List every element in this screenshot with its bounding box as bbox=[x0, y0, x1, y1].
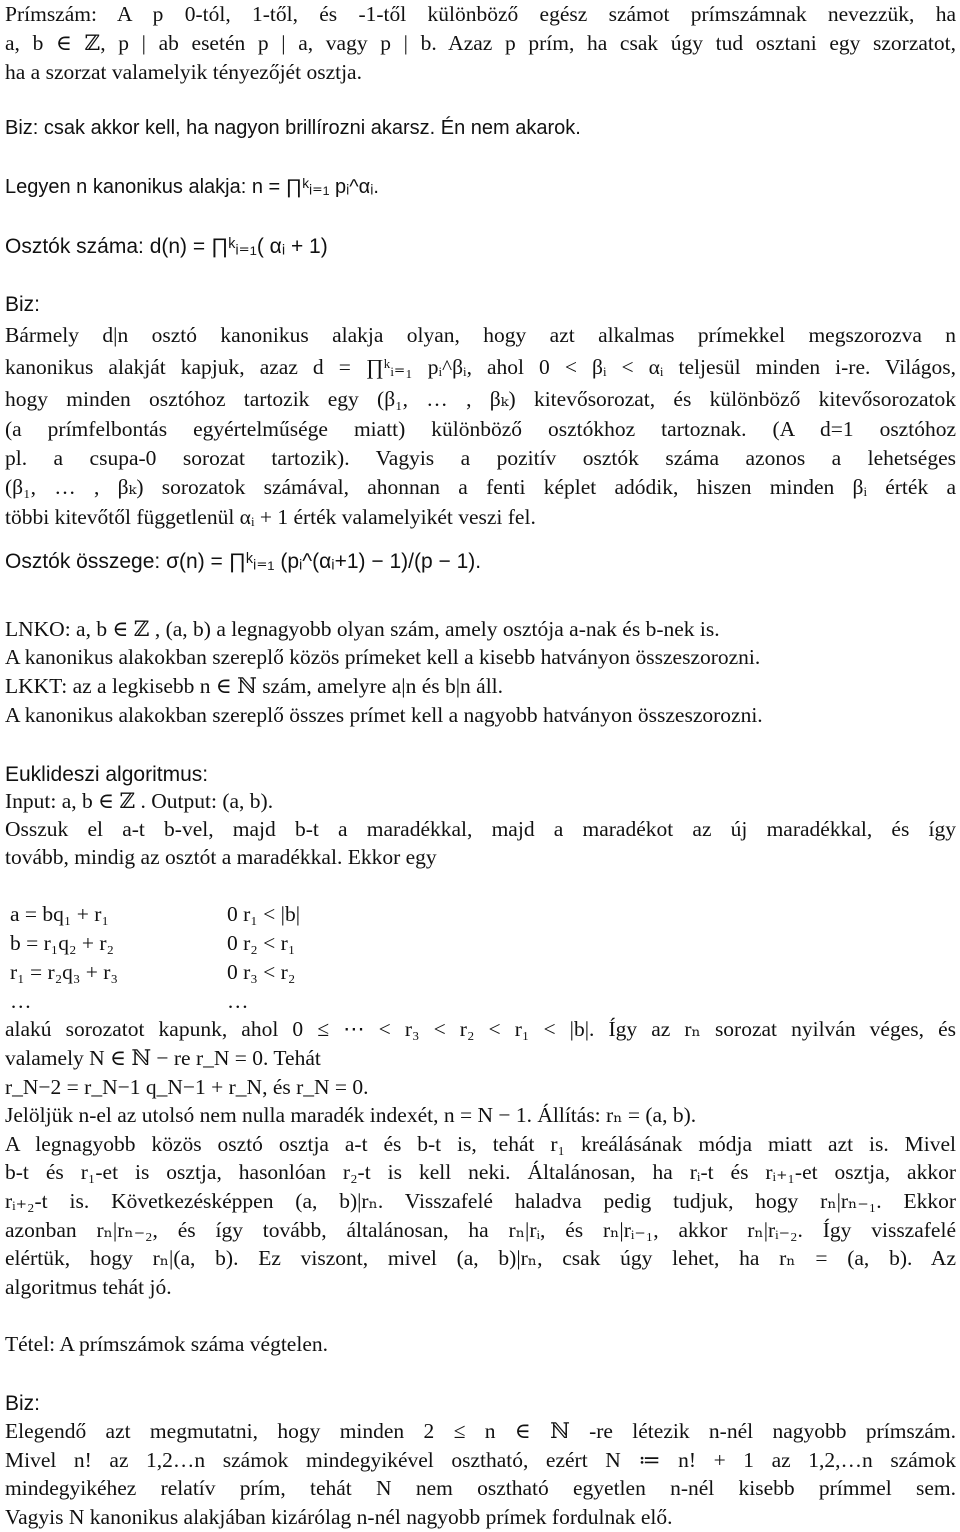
inequality: 0 r₂ < r₁ bbox=[227, 931, 296, 955]
text-line: Elegendő azt megmutatni, hogy minden 2 ≤ n ∈ ℕ -re létezik n-nél nagyobb prímszám. bbox=[5, 1419, 956, 1443]
text-line: Prímszám: A p 0-tól, 1-től, és -1-től különböző egész számot prímszámnak nevezzük, ha bbox=[5, 2, 956, 26]
text-line: a, b ∈ ℤ, p | ab esetén p | a, vagy p | b. Azaz p prím, ha csak úgy tud osztani egy szorzatot, bbox=[5, 31, 956, 55]
equation: … bbox=[10, 989, 32, 1013]
text-line: b-t és r₁-et is osztja, hasonlóan r₂-t is kell neki. Általánosan, ha rᵢ-t és rᵢ₊₁-et osztja, akkor bbox=[5, 1160, 956, 1184]
text-line: elértük, hogy rₙ|(a, b). Ez viszont, mivel (a, b)|rₙ, csak úgy lehet, ha rₙ = (a, b). Az bbox=[5, 1246, 956, 1270]
divisor-count-formula: Osztók száma: d(n) = ∏ᵏᵢ₌₁( αᵢ + 1) bbox=[5, 235, 328, 258]
theorem: Tétel: A prímszámok száma végtelen. bbox=[5, 1332, 328, 1356]
text-line: Osszuk el a-t b-vel, majd b-t a maradékkal, majd a maradékot az új maradékkal, és így bbox=[5, 817, 956, 841]
proof-heading: Biz: bbox=[5, 293, 41, 316]
text-line: A legnagyobb közös osztó osztja a-t és b-t is, tehát r₁ kreálásának módja miatt azt is. Mivel bbox=[5, 1132, 956, 1156]
text-line: (a prímfelbontás egyértelműsége miatt) különböző osztókhoz tartoznak. (A d=1 osztóhoz bbox=[5, 417, 956, 441]
text-line: valamely N ∈ ℕ − re r_N = 0. Tehát bbox=[5, 1046, 321, 1070]
text-line: tovább, mindig az osztót a maradékkal. Ekkor egy bbox=[5, 845, 437, 869]
text-line: Bármely d|n osztó kanonikus alakja olyan, hogy azt alkalmas prímekkel megszorozva n bbox=[5, 323, 956, 347]
equation: a = bq₁ + r₁ bbox=[10, 902, 109, 926]
inequality: 0 r₃ < r₂ bbox=[227, 960, 296, 984]
text-line: pl. a csupa-0 sorozat tartozik). Vagyis a pozitív osztók száma azonos a lehetséges bbox=[5, 446, 956, 470]
equation: r₁ = r₂q₃ + r₃ bbox=[10, 960, 118, 984]
text-line: A kanonikus alakokban szereplő közös prímeket kell a kisebb hatványon összeszorozni. bbox=[5, 645, 761, 669]
euclid-heading: Euklideszi algoritmus: bbox=[5, 763, 209, 786]
lcm-definition: LKKT: az a legkisebb n ∈ ℕ szám, amelyre a|n és b|n áll. bbox=[5, 674, 504, 698]
text-line: kanonikus alakját kapjuk, azaz d = ∏ᵏᵢ₌₁ pᵢ^βᵢ, ahol 0 < βᵢ < αᵢ teljesül minden i-re. Világos, bbox=[5, 355, 956, 379]
proof-note: Biz: csak akkor kell, ha nagyon brillírozni akarsz. Én nem akarok. bbox=[5, 117, 581, 139]
gcd-definition: LNKO: a, b ∈ ℤ , (a, b) a legnagyobb olyan szám, amely osztója a-nak és b-nek is. bbox=[5, 617, 720, 641]
text-line: Mivel n! az 1,2…n számok mindegyikével osztható, ezért N ≔ n! + 1 az 1,2,…n számok bbox=[5, 1448, 956, 1472]
equation: b = r₁q₂ + r₂ bbox=[10, 931, 115, 955]
text-line: hogy minden osztóhoz tartozik egy (β₁, … , βₖ) kitevősorozat, és különböző kitevősorozatok bbox=[5, 387, 956, 411]
text-line: (β₁, … , βₖ) sorozatok számával, ahonnan a fenti képlet adódik, hiszen minden βᵢ érték a bbox=[5, 475, 956, 499]
text-line: r_N−2 = r_N−1 q_N−1 + r_N, és r_N = 0. bbox=[5, 1075, 369, 1099]
text-line: ha a szorzat valamelyik tényezőjét osztja. bbox=[5, 60, 362, 84]
text-line: Vagyis N kanonikus alakjában kizárólag n-nél nagyobb prímek fordulnak elő. bbox=[5, 1505, 673, 1529]
inequality: … bbox=[227, 989, 249, 1013]
canonical-form: Legyen n kanonikus alakja: n = ∏ᵏᵢ₌₁ pᵢ^αᵢ. bbox=[5, 176, 379, 198]
text-line: A kanonikus alakokban szereplő összes prímet kell a nagyobb hatványon összeszorozni. bbox=[5, 703, 763, 727]
text-line: algoritmus tehát jó. bbox=[5, 1275, 172, 1299]
text-line: mindegyikéhez relatív prím, tehát N nem osztható egyetlen n-nél kisebb prímmel sem. bbox=[5, 1476, 956, 1500]
proof-heading: Biz: bbox=[5, 1392, 41, 1415]
divisor-sum-formula: Osztók összege: σ(n) = ∏ᵏᵢ₌₁ (pᵢ^(αᵢ+1) − 1)/(p − 1). bbox=[5, 550, 482, 573]
inequality: 0 r₁ < |b| bbox=[227, 902, 301, 926]
text-line: rᵢ₊₂-t is. Következésképpen (a, b)|rₙ. Visszafelé haladva pedig tudjuk, hogy rₙ|rₙ₋₁. Ekkor bbox=[5, 1189, 956, 1213]
text-line: Jelöljük n-el az utolsó nem nulla maradék indexét, n = N − 1. Állítás: rₙ = (a, b). bbox=[5, 1103, 697, 1127]
text-line: alakú sorozatot kapunk, ahol 0 ≤ ⋯ < r₃ < r₂ < r₁ < |b|. Így az rₙ sorozat nyilván véges, és bbox=[5, 1017, 956, 1041]
euclid-io: Input: a, b ∈ ℤ . Output: (a, b). bbox=[5, 789, 274, 813]
text-line: azonban rₙ|rₙ₋₂, és így tovább, általánosan, ha rₙ|rᵢ, és rₙ|rᵢ₋₁, akkor rₙ|rᵢ₋₂. Így visszafelé bbox=[5, 1218, 956, 1242]
text-line: többi kitevőtől függetlenül αᵢ + 1 érték valamelyikét veszi fel. bbox=[5, 505, 536, 529]
